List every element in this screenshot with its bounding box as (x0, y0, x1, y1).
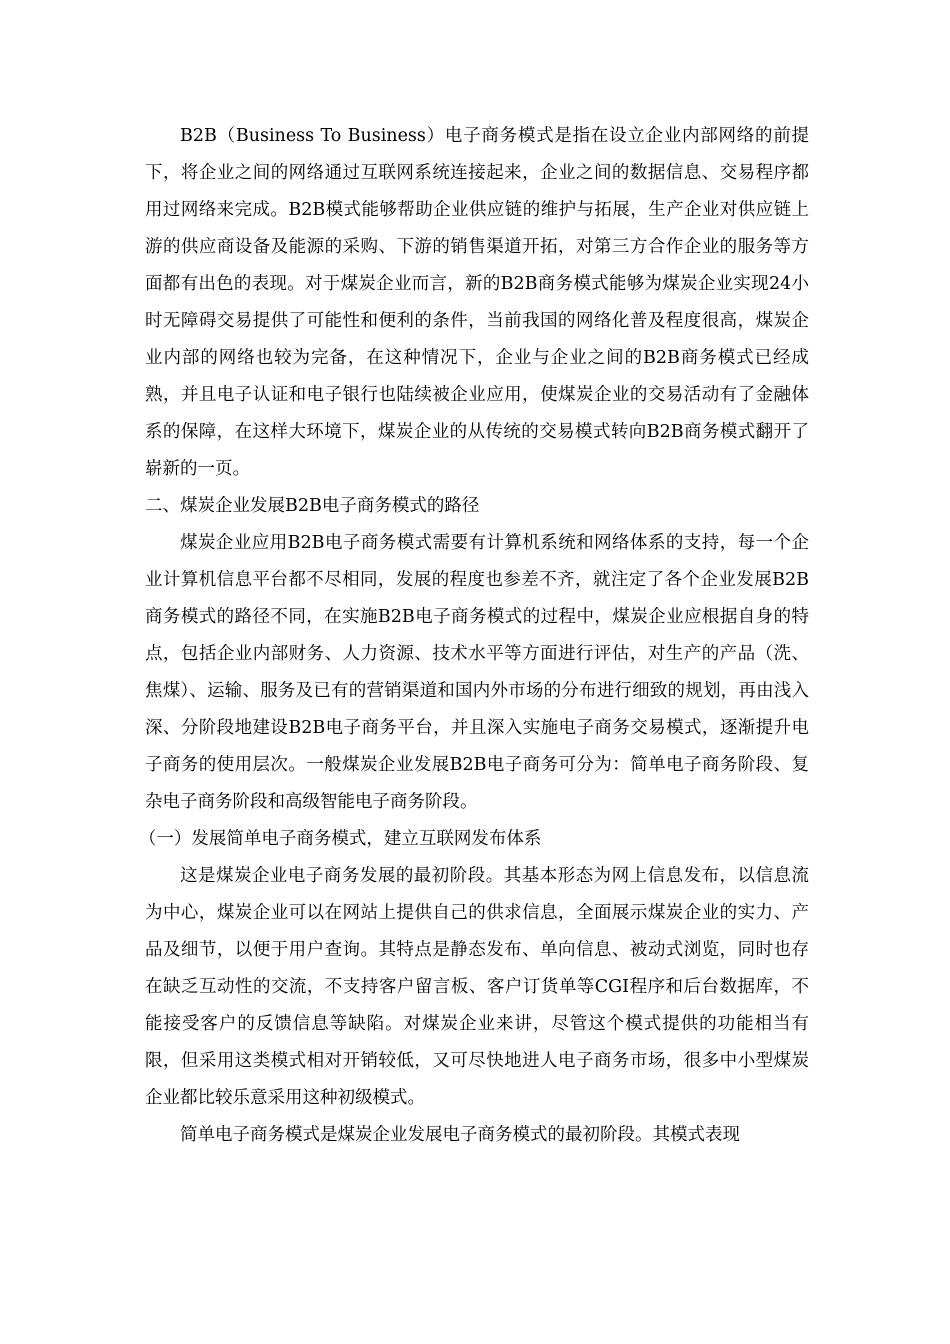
paragraph-b2b-definition: B2B（Business To Business）电子商务模式是指在设立企业内部网络的前提下，将企业之间的网络通过互联网系统连接起来，企业之间的数据信息、交易程序都用过网络来完成。B2B模式能够帮助企业供应链的维护与拓展，生产企业对供应链上游的供应商设备及能源的采购、下游的销售渠道开拓，对第三方合作企业的服务等方面都有出色的表现。对于煤炭企业而言，新的B2B商务模式能够为煤炭企业实现24小时无障碍交易提供了可能性和便利的条件，当前我国的网络化普及程度很高，煤炭企业内部的网络也较为完备，在这种情况下，企业与企业之间的B2B商务模式已经成熟，并且电子认证和电子银行也陆续被企业应用，使煤炭企业的交易活动有了金融体系的保障，在这样大环境下，煤炭企业的从传统的交易模式转向B2B商务模式翻开了崭新的一页。 (145, 126, 809, 479)
paragraph-b2b-path: 煤炭企业应用B2B电子商务模式需要有计算机系统和网络体系的支持，每一个企业计算机信息平台都不尽相同，发展的程度也参差不齐，就注定了各个企业发展B2B商务模式的路径不同，在实施B2B电子商务模式的过程中，煤炭企业应根据自身的特点，包括企业内部财务、人力资源、技术水平等方面进行评估，对生产的产品（洗、焦煤）、运输、服务及已有的营销渠道和国内外市场的分布进行细致的规划，再由浅入深、分阶段地建设B2B电子商务平台，并且深入实施电子商务交易模式，逐渐提升电子商务的使用层次。一般煤炭企业发展B2B电子商务可分为：简单电子商务阶段、复杂电子商务阶段和高级智能电子商务阶段。 (145, 533, 809, 812)
section-heading-b2b-path: 二、煤炭企业发展B2B电子商务模式的路径 (145, 496, 480, 516)
subsection-heading-simple-ecommerce: （一）发展简单电子商务模式，建立互联网发布体系 (138, 829, 542, 849)
paragraph-initial-stage: 这是煤炭企业电子商务发展的最初阶段。其基本形态为网上信息发布，以信息流为中心，煤炭企业可以在网站上提供自己的供求信息，全面展示煤炭企业的实力、产品及细节，以便于用户查询。其特点是静态发布、单向信息、被动式浏览，同时也存在缺乏互动性的交流，不支持客户留言板、客户订货单等CGI程序和后台数据库，不能接受客户的反馈信息等缺陷。对煤炭企业来讲，尽管这个模式提供的功能相当有限，但采用这类模式相对开销较低，又可尽快地进人电子商务市场，很多中小型煤炭企业都比较乐意采用这种初级模式。 (145, 866, 809, 1108)
document-body (138, 118, 809, 1154)
paragraph-simple-model: 简单电子商务模式是煤炭企业发展电子商务模式的最初阶段。其模式表现 (180, 1125, 740, 1145)
